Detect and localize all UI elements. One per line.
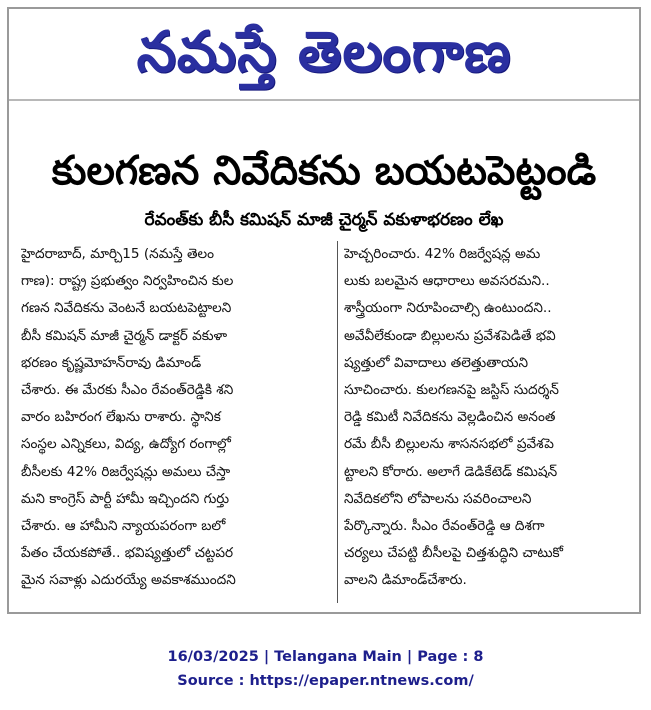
article-line: పేర్కొన్నారు. సీఎం రేవంత్‌రెడ్డి ఆ దిశగా bbox=[344, 517, 545, 534]
article-column-left bbox=[21, 241, 312, 603]
article-column-right bbox=[337, 241, 640, 603]
article-line: ట్టాలని కోరారు. అలాగే డెడికేటెడ్ కమిషన్ bbox=[344, 463, 558, 480]
article-line: గణన నివేదికను వెంటనే బయటపెట్టాలని bbox=[21, 300, 232, 317]
clipping-frame bbox=[7, 7, 641, 614]
article-line: హెచ్చరించారు. 42% రిజర్వేషన్ల అమ bbox=[344, 246, 541, 262]
article-line: బీసీలకు 42% రిజర్వేషన్లు అమలు చేస్తా bbox=[21, 463, 231, 480]
article-line: భరణం కృష్ణమోహన్‌రావు డిమాండ్ bbox=[21, 354, 202, 371]
masthead-divider bbox=[9, 99, 639, 101]
footer-source-link[interactable]: Source : https://epaper.ntnews.com/ bbox=[177, 673, 474, 689]
article-line: చర్యలు చేపట్టి బీసీలపై చిత్తశుద్ధిని చాటుకో bbox=[344, 545, 564, 562]
article-line: ష్యత్తులో వివాదాలు తలెత్తుతాయని bbox=[344, 354, 529, 371]
article-line: వారం బహిరంగ లేఖను రాశారు. స్థానిక bbox=[21, 409, 221, 426]
article-line: సూచించారు. కులగణనపై జస్టిస్ సుదర్శన్ bbox=[344, 381, 559, 398]
article-line: నివేదికలోని లోపాలను సవరించాలని bbox=[344, 490, 532, 507]
article-headline: కులగణన నివేదికను బయటపెట్టండి bbox=[51, 148, 597, 194]
article-line: హైదరాబాద్, మార్చి15 (నమస్తే తెలం bbox=[21, 246, 215, 262]
newspaper-masthead: నమస్తే తెలంగాణ bbox=[136, 20, 512, 85]
article-line: శాస్త్రీయంగా నిరూపించాల్సి ఉంటుందని.. bbox=[344, 300, 552, 317]
article-line: అవేవీలేకుండా బిల్లులను ప్రవేశపెడితే భవి bbox=[344, 327, 556, 344]
article-line: బీసీ కమిషన్ మాజీ చైర్మన్ డాక్టర్ వకుళా bbox=[21, 327, 228, 344]
article-line: రమే బీసీ బిల్లులను శాసనసభలో ప్రవేశపె bbox=[344, 436, 554, 453]
article-line: లుకు బలమైన ఆధారాలు అవసరమని.. bbox=[344, 273, 550, 290]
article-line: మని కాంగ్రెస్ పార్టీ హామీ ఇచ్చిందని గుర్తు bbox=[21, 490, 230, 507]
footer-edition-info: 16/03/2025 | Telangana Main | Page : 8 bbox=[167, 649, 484, 665]
article-line: గాణ): రాష్ట్ర ప్రభుత్వం నిర్వహించిన కుల bbox=[21, 273, 234, 290]
article-line: పేతం చేయకపోతే.. భవిష్యత్తులో చట్టపర bbox=[21, 545, 234, 562]
article-line: సంస్థల ఎన్నికలు, విద్య, ఉద్యోగ రంగాల్లో bbox=[21, 436, 231, 453]
article-line: చేశారు. ఈ మేరకు సీఎం రేవంత్‌రెడ్డికి శని bbox=[21, 381, 234, 398]
article-line: మైన సవాళ్లు ఎదురయ్యే అవకాశముందని bbox=[21, 572, 236, 589]
article-line: చేశారు. ఆ హామీని న్యాయపరంగా బలో bbox=[21, 517, 226, 534]
article-subheadline: రేవంత్‌కు బీసీ కమిషన్ మాజీ చైర్మన్ వకుళాభరణం లేఖ bbox=[144, 210, 504, 230]
article-line: రెడ్డి కమిటీ నివేదికను వెల్లడించిన అనంత bbox=[344, 409, 556, 426]
article-line: వాలని డిమాండ్‌చేశారు. bbox=[344, 572, 467, 589]
